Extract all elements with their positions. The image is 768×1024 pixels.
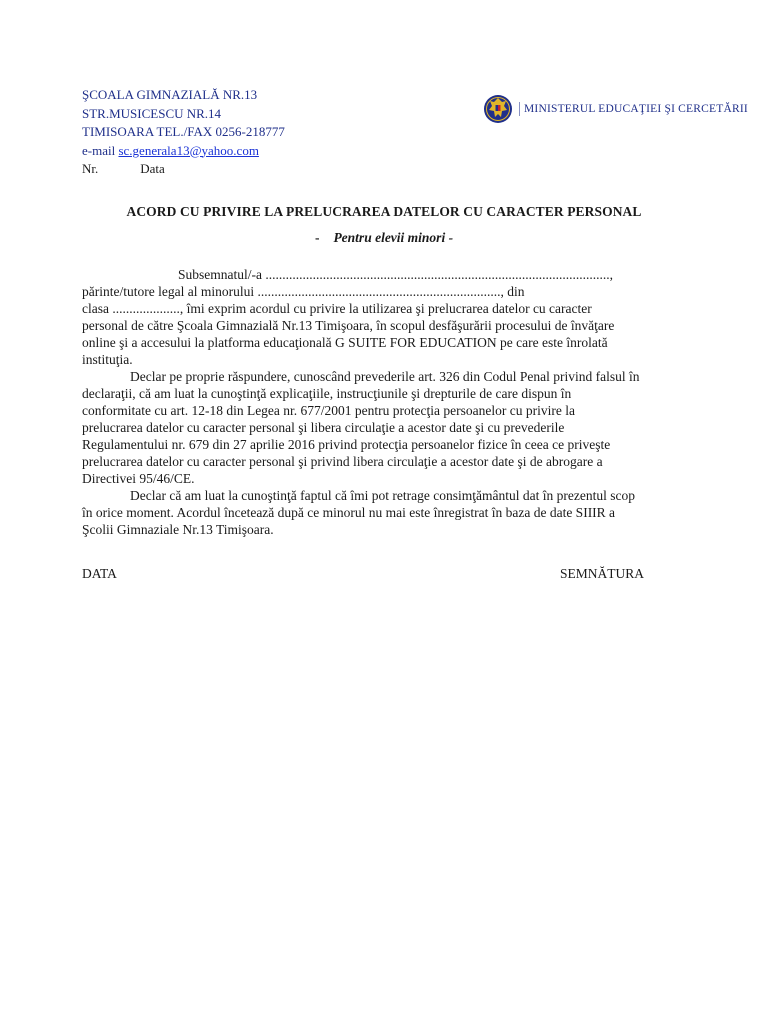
body-line: personal de către Şcoala Gimnazială Nr.13 Timişoara, în scopul desfăşurării procesului de învăţare xyxy=(82,318,615,333)
body-line: părinte/tutore legal al minorului ........................................................................, din xyxy=(82,284,525,299)
body-line: Şcolii Gimnaziale Nr.13 Timişoara. xyxy=(82,522,274,537)
school-name: ŞCOALA GIMNAZIALĂ NR.13 xyxy=(82,87,258,102)
body-line: clasa ...................., îmi exprim acordul cu privire la utilizarea şi prelucrarea datelor cu caracter xyxy=(82,301,592,316)
school-header xyxy=(82,86,285,179)
romanian-coat-of-arms-icon xyxy=(483,90,513,128)
body-line: instituţia. xyxy=(82,352,133,367)
school-city-phone: TIMISOARA TEL./FAX 0256-218777 xyxy=(82,124,285,139)
signature-row xyxy=(82,566,644,582)
nr-label: Nr. xyxy=(82,161,99,176)
agreement-body xyxy=(82,266,714,538)
body-line: Declar că am luat la cunoştinţă faptul că îmi pot retrage consimţământul dat în prezentul scop xyxy=(130,488,635,503)
nr-date-line xyxy=(82,160,285,179)
document-title: ACORD CU PRIVIRE LA PRELUCRAREA DATELOR CU CARACTER PERSONAL xyxy=(126,204,642,219)
ministry-name: MINISTERUL EDUCAŢIEI ŞI CERCETĂRII xyxy=(519,102,748,116)
body-line: Subsemnatul/-a ......................................................................................................, xyxy=(178,267,613,282)
body-line: Declar pe proprie răspundere, cunoscând prevederile art. 326 din Codul Penal privind falsul în xyxy=(130,369,640,384)
body-line: prelucrarea datelor cu caracter personal şi libera circulaţie a acestor date şi cu prevederile xyxy=(82,420,565,435)
document-subtitle xyxy=(0,230,768,246)
email-line xyxy=(82,142,285,161)
body-line: online şi a accesului la platforma educaţională G SUITE FOR EDUCATION pe care este înrolată xyxy=(82,335,608,350)
body-line: în orice moment. Acordul încetează după ce minorul nu mai este înregistrat în baza de date SIIIR a xyxy=(82,505,616,520)
email-link[interactable]: sc.generala13@yahoo.com xyxy=(118,142,259,158)
date-label: Data xyxy=(140,161,165,176)
subtitle-dash: - xyxy=(314,230,320,245)
body-line: Regulamentului nr. 679 din 27 aprilie 2016 privind protecţia persoanelor fizice în ceea ce priveşte xyxy=(82,437,611,452)
body-line: declaraţii, că am luat la cunoştinţă explicaţiile, instrucţiunile şi drepturile de care dispun în xyxy=(82,386,572,401)
body-line: conformitate cu art. 12-18 din Legea nr. 677/2001 pentru protecţia persoanelor cu privire la xyxy=(82,403,575,418)
body-line: prelucrarea datelor cu caracter personal şi privind libera circulaţie a acestor date şi de abrogare a xyxy=(82,454,603,469)
subtitle-text: Pentru elevii minori - xyxy=(333,230,454,245)
ministry-logo xyxy=(483,90,748,128)
school-street: STR.MUSICESCU NR.14 xyxy=(82,105,222,121)
signature-field-label: SEMNĂTURA xyxy=(559,566,644,581)
email-label: e-mail xyxy=(82,142,119,158)
body-line: Directivei 95/46/CE. xyxy=(82,471,195,486)
date-field-label: DATA xyxy=(82,566,117,581)
